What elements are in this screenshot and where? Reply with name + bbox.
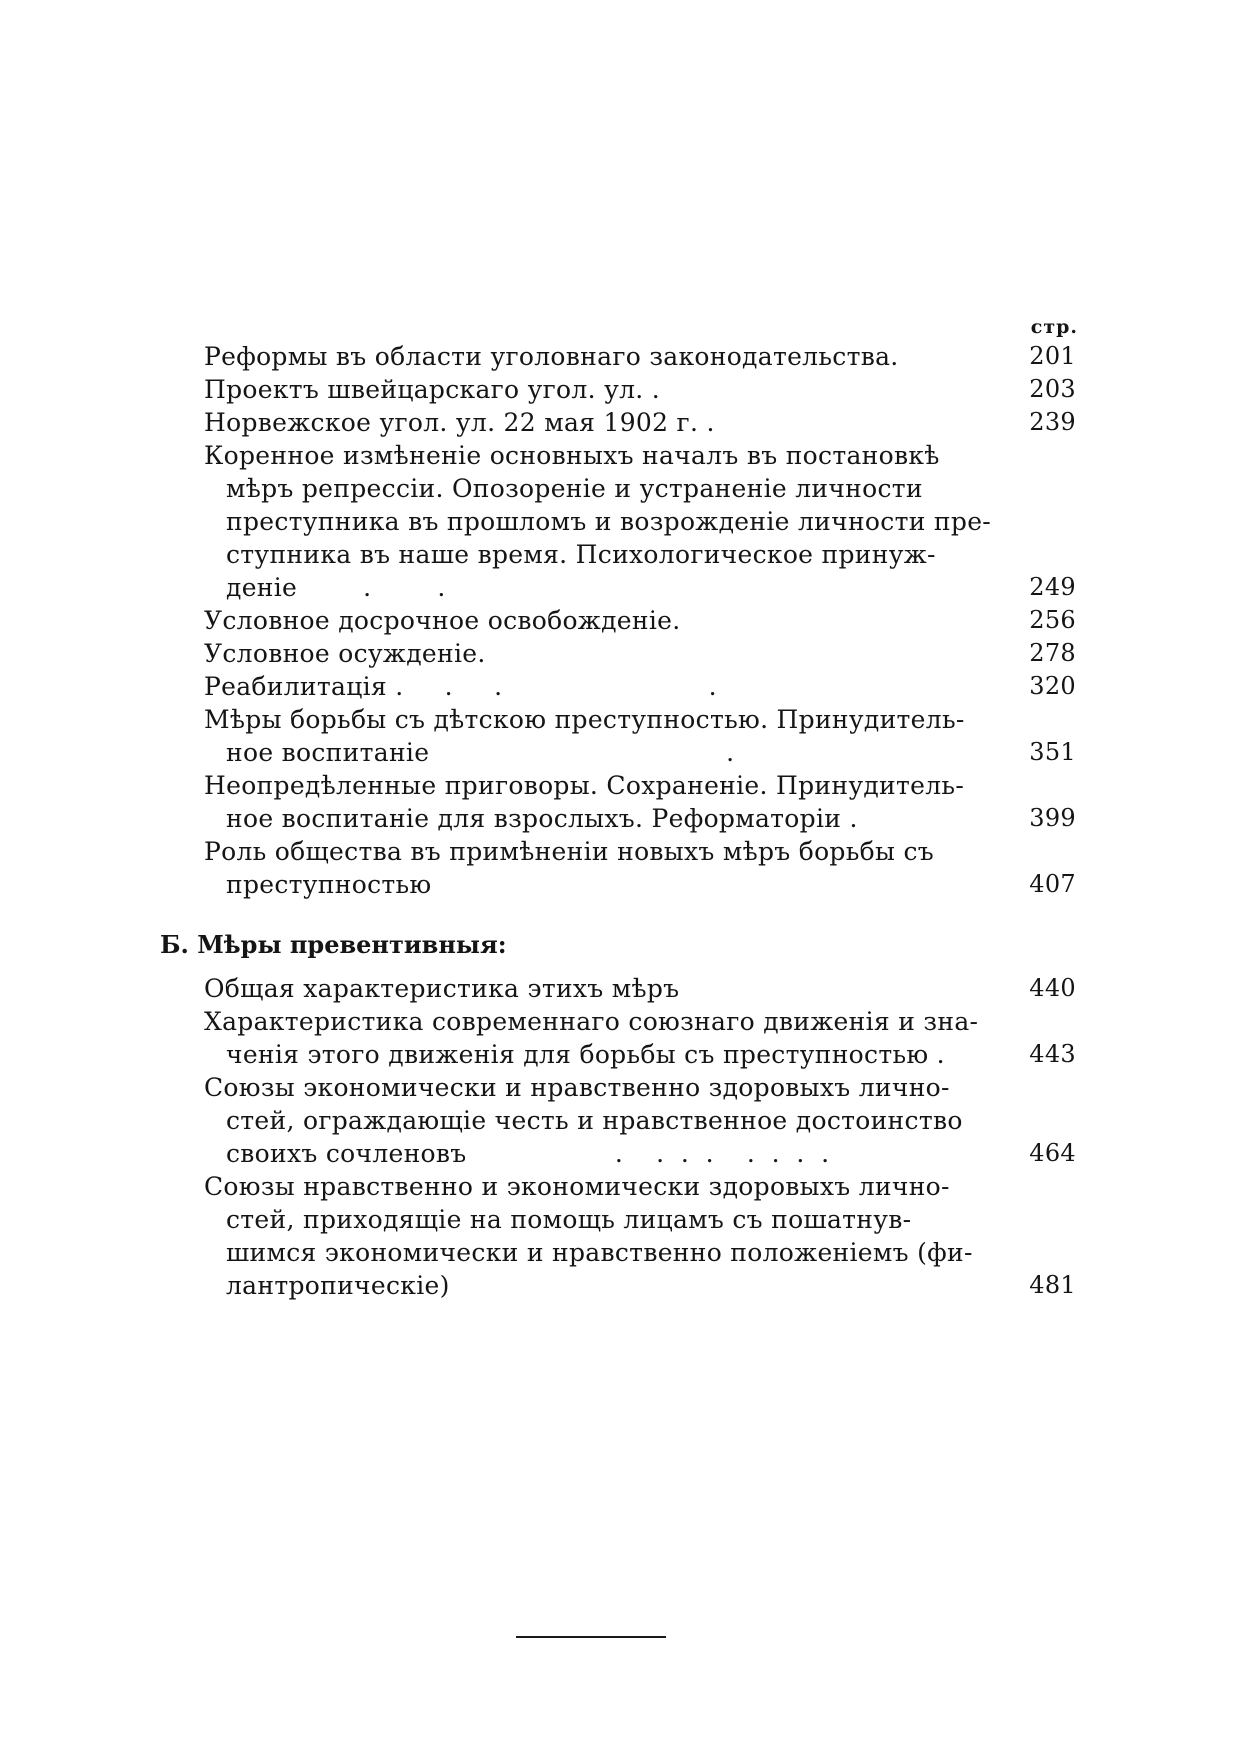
toc-entry-line: стей, приходящіе на помощь лицамъ съ пошатнув- — [226, 1205, 912, 1234]
toc-entry — [204, 406, 1076, 439]
toc-page-number: 256 — [1029, 606, 1076, 634]
toc-entry — [204, 769, 1076, 835]
toc-entry — [204, 637, 1076, 670]
toc-entry-line: Неопредѣленные приговоры. Сохраненіе. Принудитель- — [204, 771, 965, 800]
toc-entry-line: Коренное измѣненіе основныхъ началъ въ постановкѣ — [204, 441, 940, 470]
toc-entry — [204, 703, 1076, 769]
toc-entry — [204, 670, 1076, 703]
toc-entry-line: Союзы нравственно и экономически здоровыхъ лично- — [204, 1172, 950, 1201]
toc-entry — [204, 1071, 1076, 1170]
toc-entry-line: Реабилитація . . . . 320 — [204, 672, 1076, 701]
toc-entry — [204, 439, 1076, 604]
toc-entry — [204, 1005, 1076, 1071]
toc-page-number: 481 — [1029, 1271, 1076, 1299]
toc-entry-line: своихъ сочленовъ . . . . . . . . 464 — [226, 1139, 1076, 1168]
toc-entry-line: Характеристика современнаго союзнаго движенія и зна- — [204, 1007, 979, 1036]
toc-entry — [204, 604, 1076, 637]
toc-entry — [204, 1170, 1076, 1302]
toc-page-number: 407 — [1029, 870, 1076, 898]
toc-page-number: 320 — [1029, 672, 1076, 700]
toc-entry-line: стей, ограждающіе честь и нравственное достоинство — [226, 1106, 963, 1135]
toc-page-number: 278 — [1029, 639, 1076, 667]
toc-entry — [204, 835, 1076, 901]
toc-page-number: 351 — [1029, 738, 1076, 766]
end-rule-divider — [516, 1636, 666, 1638]
toc-entry-line: мѣръ репрессіи. Опозореніе и устраненіе личности — [226, 474, 923, 503]
toc-entry-line: шимся экономически и нравственно положеніемъ (фи- — [226, 1238, 973, 1267]
toc-page-number: 399 — [1029, 804, 1076, 832]
toc-entry-line: Условное осужденіе. 278 — [204, 639, 1076, 668]
toc-entry-line: ное воспитаніе . 351 — [226, 738, 1076, 767]
toc-page-number: 239 — [1029, 408, 1076, 436]
toc-page-number: 440 — [1029, 974, 1076, 1002]
toc-page-number: 249 — [1029, 573, 1076, 601]
toc-page-number: 464 — [1029, 1139, 1076, 1167]
toc-entry-line: Союзы экономически и нравственно здоровыхъ лично- — [204, 1073, 950, 1102]
toc-entry-line: Реформы въ области уголовнаго законодательства. 201 — [204, 342, 1076, 371]
toc-entry-line: ное воспитаніе для взрослыхъ. Реформаторіи . 399 — [226, 804, 1076, 833]
toc-entry-line: Мѣры борьбы съ дѣтскою преступностью. Принудитель- — [204, 705, 965, 734]
toc-page-number: 203 — [1029, 375, 1076, 403]
toc-entry-line: преступностью 407 — [226, 870, 1076, 899]
toc-entry — [204, 340, 1076, 373]
toc-entry-line: ченія этого движенія для борьбы съ преступностью . 443 — [226, 1040, 1076, 1069]
toc-page-number: 201 — [1029, 342, 1076, 370]
toc-entry-line: лантропическіе) 481 — [226, 1271, 1076, 1300]
toc-entry-line: Проектъ швейцарскаго угол. ул. . 203 — [204, 375, 1076, 404]
toc-entry-line: Условное досрочное освобожденіе. 256 — [204, 606, 1076, 635]
toc-entry — [204, 972, 1076, 1005]
page-column-header: стр. — [1030, 316, 1078, 338]
toc-entry-line: преступника въ прошломъ и возрожденіе личности пре- — [226, 507, 992, 536]
toc-entry-line: Норвежское угол. ул. 22 мая 1902 г. . 239 — [204, 408, 1076, 437]
toc-entry-line: деніе . . 249 — [226, 573, 1076, 602]
toc-page-number: 443 — [1029, 1040, 1076, 1068]
toc-entry-line: Общая характеристика этихъ мѣръ 440 — [204, 974, 1076, 1003]
toc-entry — [204, 373, 1076, 406]
toc-entry-line: Роль общества въ примѣненіи новыхъ мѣръ борьбы съ — [204, 837, 934, 866]
section-b-heading: Б. Мѣры превентивныя: — [160, 930, 507, 959]
toc-entry-line: ступника въ наше время. Психологическое принуж- — [226, 540, 936, 569]
